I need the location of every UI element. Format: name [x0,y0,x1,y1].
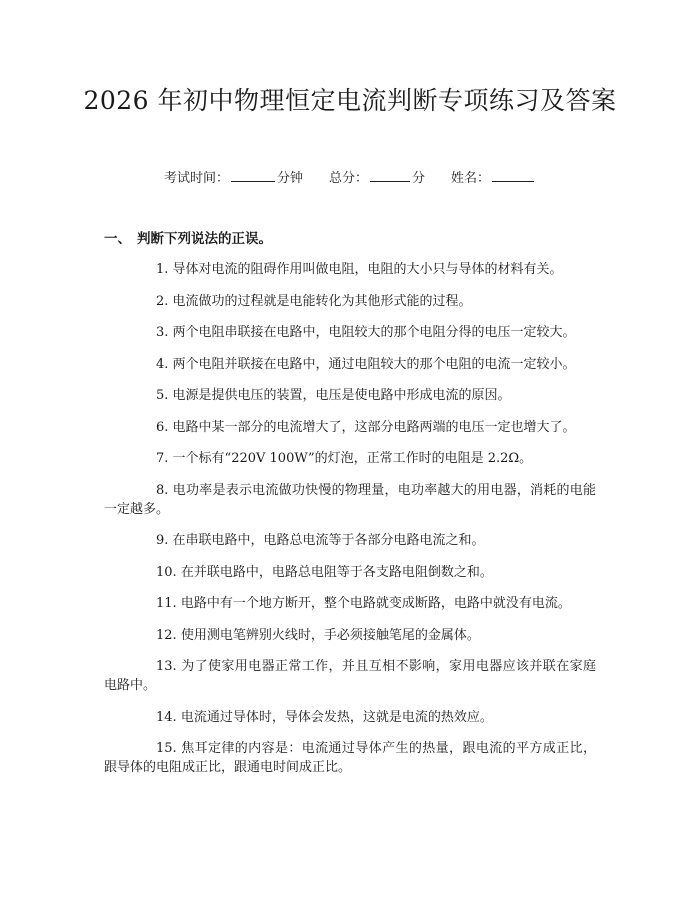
question-number: 15. [156,741,177,756]
document-title: 2026 年初中物理恒定电流判断专项练习及答案 [83,86,617,115]
exam-time-unit: 分钟 [276,171,303,186]
question-text: 为了使家用电器正常工作，并且互相不影响，家用电器应该并联在家庭电路中。 [104,659,596,693]
question-number: 8. [156,482,169,498]
question-item [104,626,596,645]
question-number: 4. [156,356,169,372]
name-label: 姓名： [451,171,491,186]
question-item [104,449,596,468]
question-item [104,708,596,727]
question-number: 1. [156,262,169,277]
question-number: 9. [156,533,169,548]
question-text: 导体对电流的阻碍作用叫做电阻，电阻的大小只与导体的材料有关。 [172,262,563,277]
question-text: 电路中某一部分的电流增大了，这部分电路两端的电压一定也增大了。 [172,419,576,435]
question-number: 12. [156,627,177,643]
section-number: 一、 [104,231,131,247]
question-number: 5. [156,388,169,403]
question-text: 电功率是表示电流做功快慢的物理量，电功率越大的用电器，消耗的电能一定越多。 [104,482,596,517]
question-item [104,418,596,437]
question-number: 2. [156,293,169,309]
question-item [104,386,596,405]
exam-time-blank [231,169,275,182]
question-number: 7. [156,451,169,466]
exam-info-row [0,169,700,188]
question-item [104,292,596,311]
total-score-label: 总分： [328,171,368,186]
question-text: 两个电阻并联接在电路中，通过电阻较大的那个电阻的电流一定较小。 [172,356,576,372]
question-text: 一个标有“220V 100W”的灯泡，正常工作时的电阻是 2.2Ω。 [172,451,533,466]
question-item [104,739,596,777]
section-heading-text: 判断下列说法的正误。 [137,231,272,247]
question-text: 电流做功的过程就是电能转化为其他形式能的过程。 [172,293,472,309]
question-number: 13. [156,659,177,674]
question-text: 电源是提供电压的装置，电压是使电路中形成电流的原因。 [172,388,511,403]
question-number: 11. [156,596,177,611]
question-item [104,563,596,582]
question-number: 14. [156,709,177,725]
question-item [104,260,596,279]
question-text: 在串联电路中，电路总电流等于各部分电路电流之和。 [172,533,485,548]
question-number: 6. [156,419,169,435]
exam-time-label: 考试时间： [163,171,229,186]
question-item [104,594,596,613]
question-text: 使用测电笔辨别火线时，手必须接触笔尾的金属体。 [180,627,480,643]
question-item [104,657,596,695]
name-field [451,169,536,188]
question-text: 电流通过导体时，导体会发热，这就是电流的热效应。 [180,709,493,725]
question-item [104,323,596,342]
exam-time-field [164,169,303,188]
total-score-field [329,169,425,188]
question-item [104,355,596,374]
total-score-blank [370,169,410,182]
question-text: 在并联电路中，电路总电阻等于各支路电阻倒数之和。 [180,564,493,580]
question-text: 两个电阻串联接在电路中，电阻较大的那个电阻分得的电压一定较大。 [172,325,576,340]
question-number: 3. [156,325,169,340]
name-blank [492,169,534,182]
question-item [104,481,596,519]
question-text: 焦耳定律的内容是：电流通过导体产生的热量，跟电流的平方成正比，跟导体的电阻成正比，跟通电时间成正比。 [104,741,596,775]
question-text: 电路中有一个地方断开，整个电路就变成断路，电路中就没有电流。 [180,596,571,611]
question-list [104,260,596,790]
section-heading [104,230,272,248]
question-item [104,531,596,550]
total-score-unit: 分 [412,171,426,186]
question-number: 10. [156,564,177,580]
